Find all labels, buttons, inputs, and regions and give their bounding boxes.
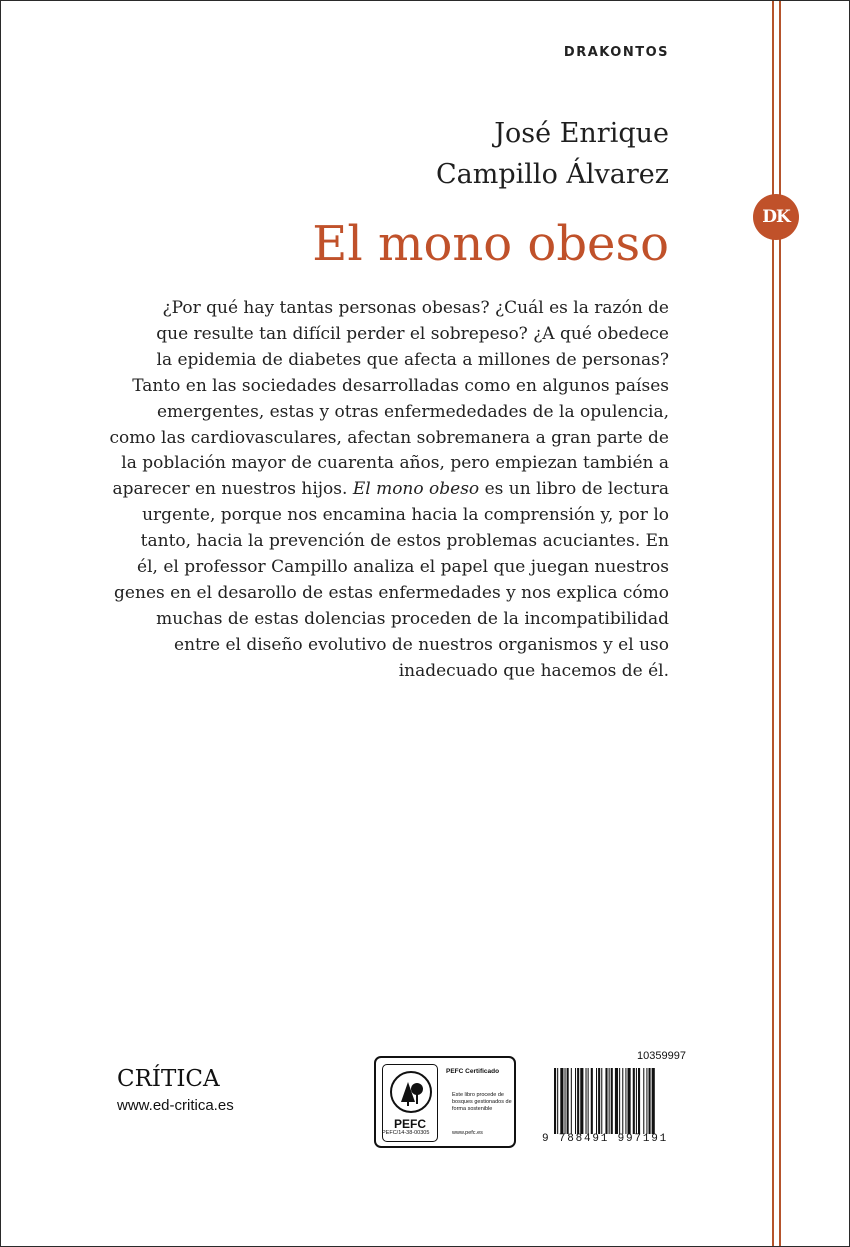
barcode-bar [649, 1068, 651, 1134]
barcode-bars [554, 1068, 684, 1134]
barcode-bar [619, 1068, 620, 1134]
dk-badge-logo: DK [753, 194, 799, 240]
pefc-brand: PEFC [393, 1117, 426, 1131]
barcode-bar [571, 1068, 572, 1134]
barcode-bar [605, 1068, 607, 1134]
barcode-bar [565, 1068, 566, 1134]
barcode-bar [638, 1068, 640, 1134]
barcode-digits: 9 788491 997191 [542, 1133, 669, 1145]
blurb-line: que resulte tan difícil perder el sobrepeso? ¿A qué obedece [156, 323, 669, 344]
barcode-product-id: 10359997 [637, 1050, 686, 1062]
collection-name: DRAKONTOS [563, 45, 669, 60]
barcode-bar [580, 1068, 583, 1134]
blurb-title-italic: El mono obeso [352, 479, 480, 500]
blurb-line: emergentes, estas y otras enfermededades de la opulencia, [156, 401, 669, 422]
book-title: El mono obeso [312, 216, 669, 272]
barcode-bar [586, 1068, 587, 1134]
blurb-line: muchas de estas dolencias proceden de la incompatibilidad [156, 608, 669, 629]
author-second-line: Campillo Álvarez [436, 159, 669, 190]
barcode-bar [577, 1068, 579, 1134]
barcode-bar [598, 1068, 600, 1134]
pefc-certification-label [374, 1056, 516, 1148]
publisher-website[interactable]: www.ed-critica.es [117, 1097, 234, 1114]
blurb-line: él, el professor Campillo analiza el papel que juegan nuestros [137, 557, 669, 578]
blurb-line: como las cardiovasculares, afectan sobremanera a gran parte de [109, 427, 669, 448]
spine-line-left [772, 1, 774, 1246]
blurb-text [109, 296, 669, 685]
blurb-line: inadecuado que hacemos de él. [398, 660, 669, 681]
tree-icon [389, 1070, 433, 1114]
blurb-line: entre el diseño evolutivo de nuestros organismos y el uso [174, 634, 669, 655]
barcode-bar [575, 1068, 576, 1134]
barcode-bar [643, 1068, 644, 1134]
barcode-bar [622, 1068, 623, 1134]
blurb-line: genes en el desarollo de estas enfermedades y nos explica cómo [114, 582, 669, 603]
barcode-bar [636, 1068, 637, 1134]
barcode-bar [601, 1068, 602, 1134]
barcode-bar [609, 1068, 610, 1134]
blurb-line: ¿Por qué hay tantas personas obesas? ¿Cuál es la razón de [162, 298, 669, 318]
author-first-line: José Enrique [494, 118, 669, 149]
barcode-bar [633, 1068, 635, 1134]
blurb-line: tanto, hacia la prevención de estos problemas acuciantes. En [140, 531, 669, 552]
barcode-bar [615, 1068, 618, 1134]
isbn-barcode [542, 1050, 686, 1150]
barcode-bar [567, 1068, 569, 1134]
spine-line-right [779, 1, 781, 1246]
barcode-bar [557, 1068, 558, 1134]
barcode-bar [628, 1068, 631, 1134]
pefc-certified-text: PEFC Certificado [446, 1068, 500, 1075]
publisher-logo: CRÍTICA [117, 1066, 220, 1092]
barcode-bar [652, 1068, 655, 1134]
barcode-bar [611, 1068, 613, 1134]
barcode-bar [591, 1068, 593, 1134]
blurb-fragment: es un libro de lectura [484, 479, 669, 500]
blurb-line: Tanto en las sociedades desarrolladas como en algunos países [132, 375, 669, 396]
barcode-bar [588, 1068, 589, 1134]
barcode-bar [646, 1068, 647, 1134]
pefc-description: Este libro procede de bosques gestionados de forma sostenible [452, 1092, 512, 1112]
pefc-code: PEFC/14-38-00305 [382, 1130, 430, 1136]
barcode-bar [625, 1068, 626, 1134]
blurb-line: la epidemia de diabetes que afecta a millones de personas? [156, 349, 669, 370]
barcode-bar [596, 1068, 597, 1134]
barcode-bar [554, 1068, 556, 1134]
blurb-line-with-title [109, 477, 669, 503]
blurb-line: la población mayor de cuarenta años, pero empiezan también a [121, 453, 669, 474]
barcode-bar [560, 1068, 563, 1134]
blurb-line: urgente, porque nos encamina hacia la comprensión y, por lo [142, 505, 669, 526]
blurb-fragment: aparecer en nuestros hijos. [112, 479, 348, 500]
pefc-url: www.pefc.es [452, 1130, 483, 1136]
